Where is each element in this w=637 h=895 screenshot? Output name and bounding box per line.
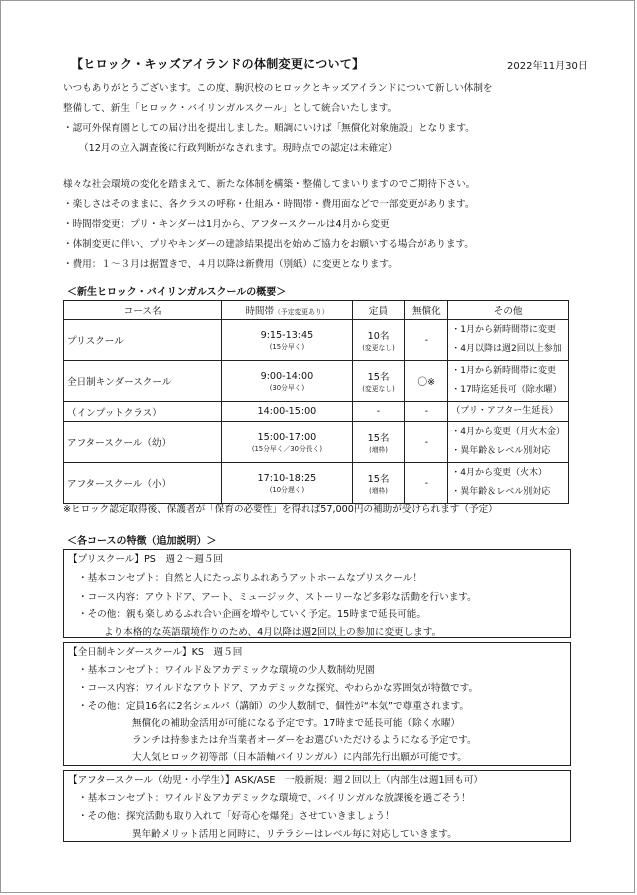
feature-line: 無償化の補助金活用が可能になる予定です。17時まで延長可能（除く水曜）: [132, 718, 461, 729]
time-value: 15:00-17:00: [257, 431, 317, 443]
feature-title: 【アフタースクール（幼児・小学生）】ASK/ASE 一般新規：週２回以上（内部生は週1回も可）: [68, 775, 484, 786]
time-value: 9:15-13:45: [260, 329, 314, 341]
feature-line: 大人気ヒロック初等部（日本語軸バイリンガル）に内部先行出願が可能です。: [132, 752, 467, 763]
time-note: (30分早く): [269, 383, 305, 392]
capacity-note: (変更なし): [362, 385, 395, 393]
course-capacity: [352, 320, 405, 361]
capacity-value: 10名: [367, 331, 390, 342]
col-header-time: [222, 301, 352, 320]
table-row: [64, 402, 569, 422]
features-heading: ＜各コースの特徴（追加説明）＞: [67, 536, 217, 547]
course-name: アフタースクール（幼）: [64, 422, 222, 463]
feature-line: ・基本コンセプト：ワイルド＆アカデミックな環境で、バイリンガルな放課後を過ごそう！: [78, 793, 471, 804]
course-other: [448, 422, 569, 463]
feature-line: ・基本コンセプト：自然と人にたっぷりふれあうアットホームなプリスクール！: [78, 573, 422, 584]
course-free: -: [405, 402, 448, 422]
capacity-value: 15名: [367, 474, 390, 485]
col-header-free: 無償化: [405, 301, 448, 320]
feature-line: ・基本コンセプト：ワイルド＆アカデミックな環境の少人数制幼児園: [78, 665, 375, 676]
feature-line: 異年齢メリット活用と同時に、リテラシーはレベル毎に対応していきます。: [132, 829, 457, 840]
intro-line: いつもありがとうございます。この度、駒沢校のヒロックとキッズアイランドについて新しい体制を: [63, 83, 493, 94]
other-line: ・4月から変更（月火木金）: [451, 427, 565, 437]
changes-line: ・時間帯変更：プリ・キンダーは1月から、アフタースクールは4月から変更: [63, 219, 390, 230]
other-line: ・4月から変更（火木）: [451, 468, 547, 478]
document-date: 2022年11月30日: [507, 61, 588, 72]
course-time: [222, 422, 352, 463]
capacity-value: 15名: [367, 372, 390, 383]
feature-title: 【プリスクール】PS 週２～週５回: [68, 554, 224, 565]
feature-line: ・その他：定員16名に2名シェルパ（講師）の少人数制で、個性が“本気”で尊重されます。: [78, 701, 469, 712]
other-line: ・1月から新時間帯に変更: [451, 325, 556, 335]
table-row: [64, 422, 569, 463]
course-free: 〇※: [405, 361, 448, 402]
other-line: ・1月から新時間帯に変更: [451, 366, 556, 376]
col-header-course: コース名: [64, 301, 222, 320]
table-row: [64, 463, 569, 504]
course-other: [448, 320, 569, 361]
feature-line: ・その他：親も楽しめるふれ合い企画を増やしていく予定。15時まで延長可能。: [78, 609, 426, 620]
course-time: [222, 361, 352, 402]
feature-line: ・コース内容：アウトドア、アート、ミュージック、ストーリーなど多彩な活動を行います。: [78, 592, 477, 603]
overview-heading: ＜新生ヒロック・バイリンガルスクールの概要＞: [67, 287, 287, 298]
course-capacity: [352, 422, 405, 463]
overview-table: [63, 300, 569, 504]
other-line: ・17時迄延長可（除水曜）: [451, 385, 562, 395]
document-title: 【ヒロック・キッズアイランドの体制変更について】: [71, 57, 365, 71]
table-row: [64, 361, 569, 402]
table-header-row: [64, 301, 569, 320]
time-note: (15分早く): [269, 342, 305, 351]
course-name: 全日制キンダースクール: [64, 361, 222, 402]
changes-line: ・楽しさはそのままに、各クラスの呼称・仕組み・時間帯・費用面などで一部変更があります。: [63, 199, 475, 210]
time-note: (15分早く／30分長く): [251, 444, 323, 453]
changes-line: 様々な社会環境の変化を踏まえて、新たな体制を構築・整備してまいりますのでご期待下さい。: [63, 179, 476, 190]
feature-title: 【全日制キンダースクール】KS 週５回: [68, 647, 243, 658]
feature-line: より本格的な英語環境作りのため、4月以降は週2回以上の参加に変更します。: [104, 627, 442, 638]
col-header-capacity: 定員: [352, 301, 405, 320]
course-capacity: [352, 361, 405, 402]
feature-box-preschool: [63, 549, 571, 638]
capacity-note: (増枠): [369, 487, 388, 495]
intro-line: （12月の立入調査後に行政判断がなされます。現時点での認定は未確定）: [79, 143, 398, 154]
overview-footnote: ※ヒロック認定取得後、保護者が「保育の必要性」を得れば57,000円の補助が受けられます（予定）: [63, 504, 498, 515]
table-row: [64, 320, 569, 361]
time-value: 17:10-18:25: [257, 472, 317, 484]
course-capacity: [352, 463, 405, 504]
course-free: -: [405, 422, 448, 463]
capacity-note: (増枠): [369, 446, 388, 454]
capacity-note: (変更なし): [362, 344, 395, 352]
changes-line: ・費用：１～３月は据置きで、４月以降は新費用（別紙）に変更となります。: [63, 259, 398, 270]
feature-box-kinder: [63, 642, 571, 766]
changes-line: ・体制変更に伴い、プリやキンダーの建診結果提出を始めご協力をお願いする場合があります。: [63, 239, 474, 250]
feature-line: ・コース内容：ワイルドなアウトドア、アカデミックな探究、やわらかな雰囲気が特徴です。: [78, 683, 479, 694]
col-header-other: その他: [448, 301, 569, 320]
time-value: 9:00-14:00: [260, 370, 314, 382]
other-line: ・異年齢＆レベル別対応: [451, 446, 551, 456]
course-name: プリスクール: [64, 320, 222, 361]
course-free: -: [405, 463, 448, 504]
course-name: アフタースクール（小）: [64, 463, 222, 504]
course-time: 14:00-15:00: [222, 402, 352, 422]
course-time: [222, 320, 352, 361]
col-header-time-label: 時間帯: [245, 306, 275, 317]
col-header-time-note: （予定変更あり）: [274, 308, 329, 316]
other-line: ・異年齢＆レベル別対応: [451, 487, 551, 497]
feature-line: ・その他：探究活動も取り入れて「好奇心を爆発」させていきましょう！: [78, 811, 395, 822]
other-line: （プリ・アフター生延長）: [451, 406, 559, 416]
course-other: [448, 402, 569, 422]
feature-box-afterschool: [63, 770, 571, 842]
feature-line: ランチは持参または弁当業者オーダーをお選びいただけるようになる予定です。: [132, 735, 477, 746]
course-free: -: [405, 320, 448, 361]
time-note: (10分遅く): [269, 485, 305, 494]
capacity-value: 15名: [367, 433, 390, 444]
course-name: （インプットクラス）: [64, 402, 222, 422]
intro-line: 整備して、新生「ヒロック・バイリンガルスクール」として統合いたします。: [63, 103, 398, 114]
course-time: [222, 463, 352, 504]
other-line: ・4月以降は週2回以上参加: [451, 344, 562, 354]
course-other: [448, 361, 569, 402]
course-capacity: -: [352, 402, 405, 422]
course-other: [448, 463, 569, 504]
intro-line: ・認可外保育園としての届け出を提出しました。順調にいけば「無償化対象施設」となります。: [63, 123, 475, 134]
